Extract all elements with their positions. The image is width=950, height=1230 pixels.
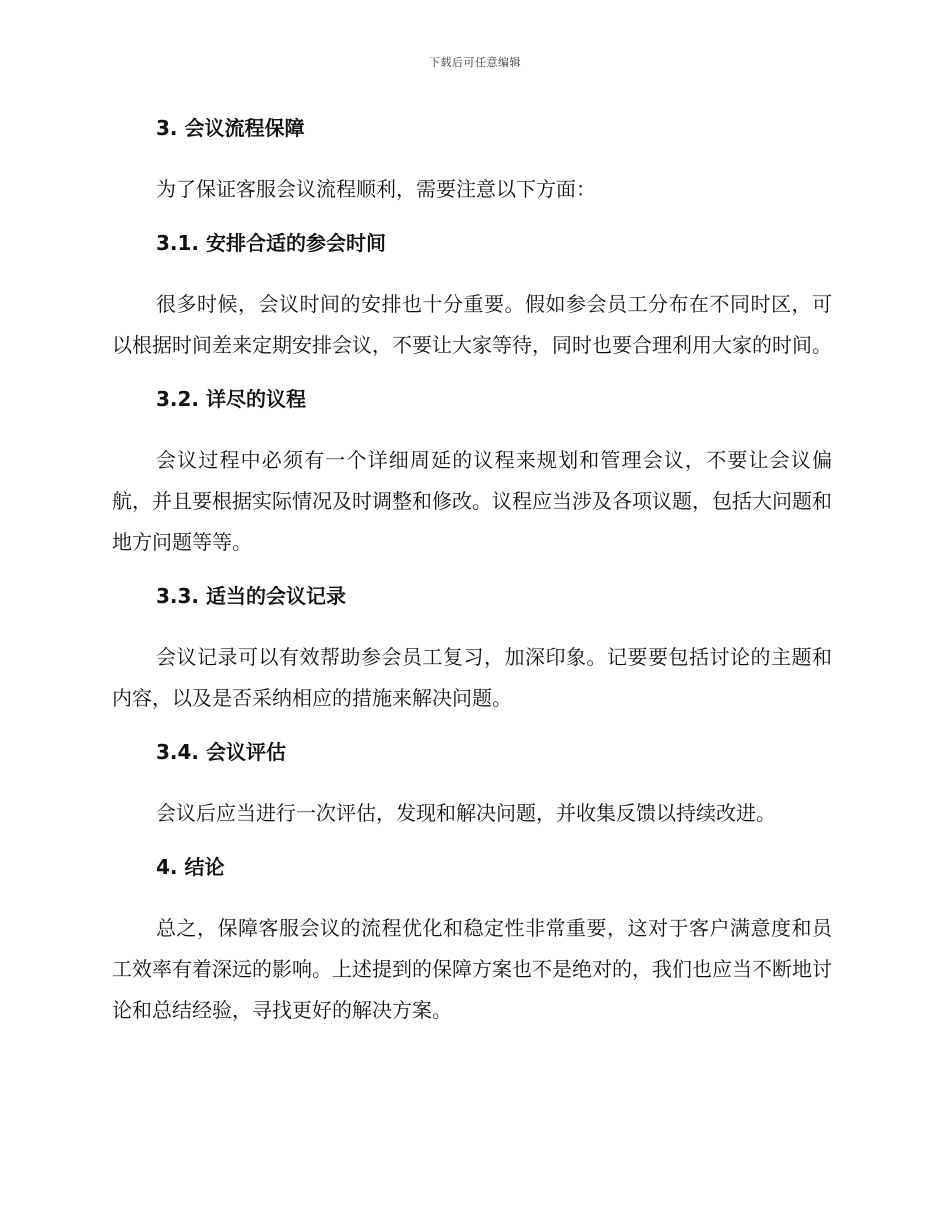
section-3-1-body: 很多时候，会议时间的安排也十分重要。假如参会员工分布在不同时区，可以根据时间差来定期安排会议，不要让大家等待，同时也要合理利用大家的时间。: [112, 292, 832, 357]
section-3-3-heading: 3.3. 适当的会议记录: [156, 584, 346, 608]
section-3-1-heading: 3.1. 安排合适的参会时间: [156, 231, 386, 255]
header-note: 下载后可任意编辑: [429, 56, 521, 69]
section-3-intro: 为了保证客服会议流程顺利，需要注意以下方面：: [156, 177, 596, 201]
section-3-2-body: 会议过程中必须有一个详细周延的议程来规划和管理会议，不要让会议偏航，并且要根据实际情况及时调整和修改。议程应当涉及各项议题，包括大问题和地方问题等等。: [112, 448, 832, 554]
section-3-4-body: 会议后应当进行一次评估，发现和解决问题，并收集反馈以持续改进。: [156, 801, 776, 825]
section-4-heading: 4. 结论: [156, 855, 225, 879]
section-3-4-heading: 3.4. 会议评估: [156, 740, 286, 764]
section-3-heading: 3. 会议流程保障: [156, 116, 305, 140]
section-3-3-body: 会议记录可以有效帮助参会员工复习，加深印象。记要要包括讨论的主题和内容，以及是否采纳相应的措施来解决问题。: [112, 645, 832, 710]
section-3-2-heading: 3.2. 详尽的议程: [156, 387, 306, 411]
document-body: [112, 112, 832, 1048]
section-4-body: 总之，保障客服会议的流程优化和稳定性非常重要，这对于客户满意度和员工效率有着深远的影响。上述提到的保障方案也不是绝对的，我们也应当不断地讨论和总结经验，寻找更好的解决方案。: [112, 916, 832, 1022]
